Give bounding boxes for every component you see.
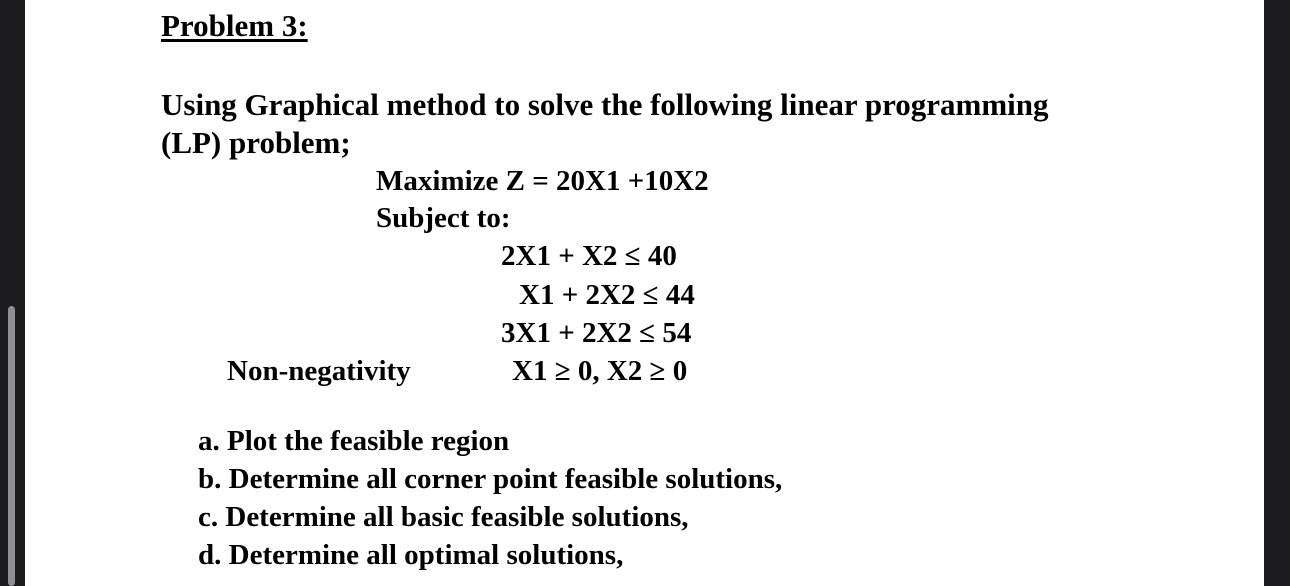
question-c: c. Determine all basic feasible solutions, — [198, 501, 689, 533]
constraint-3: 3X1 + 2X2 ≤ 54 — [501, 317, 692, 349]
constraint-1: 2X1 + X2 ≤ 40 — [501, 240, 677, 272]
question-b: b. Determine all corner point feasible solutions, — [198, 463, 783, 495]
objective-function: Maximize Z = 20X1 +10X2 — [376, 165, 709, 197]
question-a: a. Plot the feasible region — [198, 425, 510, 457]
left-frame — [0, 0, 25, 586]
subject-to-label: Subject to: — [376, 202, 511, 234]
non-negativity-constraints: X1 ≥ 0, X2 ≥ 0 — [512, 355, 688, 387]
question-d: d. Determine all optimal solutions, — [198, 539, 624, 571]
problem-intro-line-1: Using Graphical method to solve the following linear programming — [161, 87, 1049, 122]
document-page — [25, 0, 1264, 586]
problem-heading: Problem 3: — [161, 8, 308, 43]
constraint-2: X1 + 2X2 ≤ 44 — [519, 279, 695, 311]
problem-intro-line-2: (LP) problem; — [161, 125, 351, 160]
right-frame — [1264, 0, 1290, 586]
non-negativity-label: Non-negativity — [227, 355, 411, 387]
scrollbar-thumb[interactable] — [8, 306, 15, 586]
